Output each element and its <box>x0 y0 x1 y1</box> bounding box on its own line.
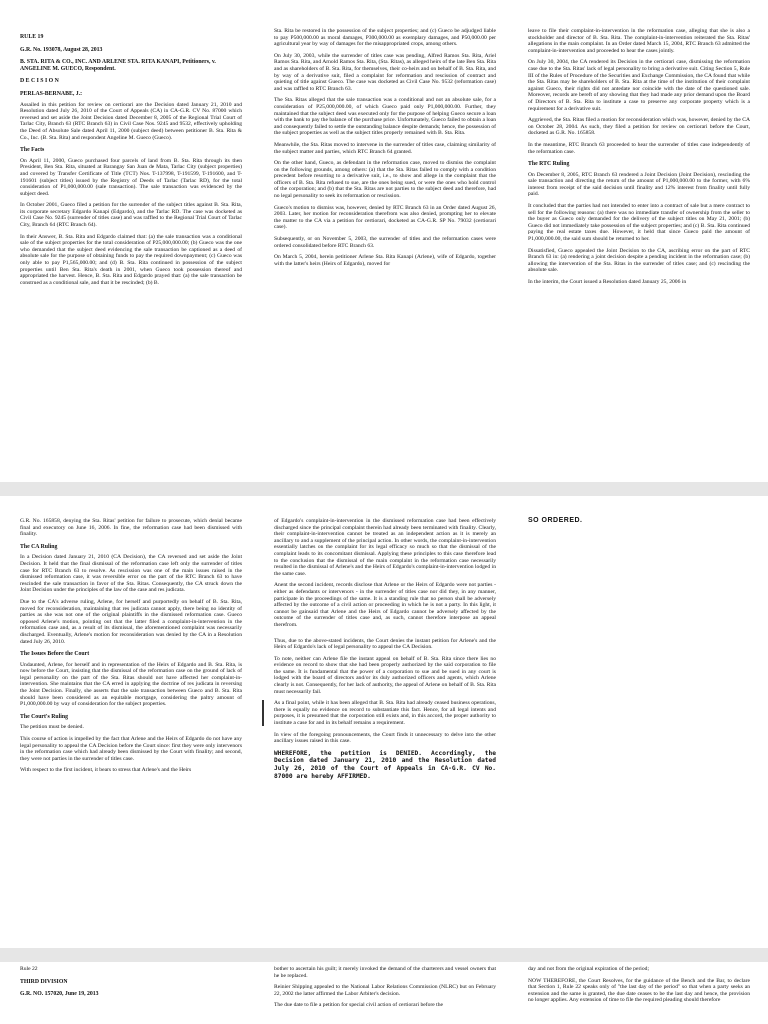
document-page-2 <box>0 496 768 948</box>
body-paragraph: leave to file their complaint-in-intervention in the reformation case, alleging that she is also a stockholder and director of B. Sta. Rita. The complaint-in-intervention reiterated the Sta. Ritas' allegations in the main complaint. In an Order dated March 15, 2004, RTC Branch 63 admitted the complaint-in-intervention and proceeded to hear the cases jointly. <box>528 28 750 54</box>
body-paragraph: On April 11, 2000, Gueco purchased four parcels of land from B. Sta. Rita through its then President, Ben Sta. Rita, situated at Barangay San Juan de Mata, Tarlac City (subject properties) and covered by Transfer Certificate of Title (TCT) Nos. T-137998, T-191599, T-191600, and T-191601 (subject titles) issued by the Registry of Deeds of Tarlac (Tarlac RD), for the total consideration of P1,000,000.00 (sale transaction). The sale transaction was evidenced by the subject deed. <box>20 157 242 197</box>
body-paragraph: On December 8, 2005, RTC Branch 63 rendered a Joint Decision (Joint Decision), rescinding the sale transaction and directing the return of the amount of P1,000,000.00 to the former, with 6% interest from receipt of the said decision until finality and 12% interest from finality until fully paid. <box>528 171 750 198</box>
body-paragraph: In the interim, the Court issued a Resolution dated January 25, 2006 in <box>528 279 687 285</box>
section-heading: THIRD DIVISION <box>20 978 68 985</box>
body-paragraph: In view of the foregoing pronouncements, the Court finds it unnecessary to delve into the other ancillary issues raised in this case. <box>274 731 496 745</box>
body-paragraph: It concluded that the parties had not intended to enter into a contract of sale but a mere contract to sell for the following reasons: (a) there was no immediate transfer of ownership from the seller to the buyer as Gueco only demanded for the delivery of the subject titles on May 21, 2001; (b) Gueco did not immediately take possession of the subject properties; and (c) B. Sta. Rita continued paying the real estate taxes due. However, it held that since Gueco paid the amount of P1,000,000.00, the said sum should be returned to her. <box>528 203 750 243</box>
body-paragraph: Due to the CA's adverse ruling, Arlene, for herself and purportedly on behalf of B. Sta. Rita, moved for reconsideration, maintaining that res judicata cannot apply, there being no identity of parties as she was not one of the original plaintiffs in the dismissed reformation case. Gueco opposed Arlene's motion, pointing out that the latter filed a complaint-in-intervention in the reformation case and, as a result of its dismissal, the aforementioned complaint was necessarily discharged. Eventually, Arlene's motion for reconsideration was denied by the CA in a Resolution dated July 26, 2010. <box>20 598 242 645</box>
page2-column-2 <box>274 518 496 785</box>
section-heading: G.R. NO. 157020, June 19, 2013 <box>20 991 99 998</box>
body-paragraph: The due date to file a petition for special civil action of certiorari before the <box>274 1002 443 1009</box>
body-paragraph: On July 30, 2003, while the surrender of titles case was pending, Alfred Ramos Sta. Rita, Ariel Ramos Sta. Rita, and Arnold Ramos Sta. Rita, (Sta. Ritas), as alleged heirs of the late Ben Sta. Rita and as shareholders of B. Sta. Rita, for themselves, their co-heirs and on behalf of B. Sta. Rita, and by way of a derivative suit, filed a complaint for reformation and rescission of contract and quieting of title against Gueco. The case was docketed as Civil Case No. 9532 (reformation case) and was raffled to RTC Branch 63. <box>274 52 496 92</box>
body-paragraph: In the meantime, RTC Branch 63 proceeded to hear the surrender of titles case independently of the reformation case. <box>528 141 750 155</box>
body-paragraph: The Sta. Ritas alleged that the sale transaction was a conditional and not an absolute sale, for a consideration of P25,000,000.00, of which Gueco paid only P1,000,000.00. Further, they maintained that the subject deed was executed only for the purpose of helping Gueco secure a loan with the bank to pay the balance of the purchase price. Unfortunately, Gueco failed to obtain a loan and consequently failed to settle the outstanding balance despite demands; hence, the possession of the subject properties as well as the subject titles properly remained with B. Sta. Rita. <box>274 97 496 137</box>
body-paragraph: On July 30, 2004, the CA rendered its Decision in the certiorari case, dismissing the reformation case due to the Sta. Ritas' lack of legal personality to bring a derivative suit. Citing Section 5, Rule III of the Rules of Procedure of the Securities and Exchange Commission, the CA found that while the Sta. Ritas may be shareholders of B. Sta. Rita at the time of the institution of their complaint against Gueco, their rights did not antedate nor coincide with the date of the questioned sale. Moreover, records are bereft of any showing that they had made any prior demand upon the Board of Directors of B. Sta. Rita to institute a case to preserve any corporate property which is a requirement for a derivative suit. <box>528 59 750 112</box>
margin-mark <box>262 700 264 726</box>
body-paragraph: On the other hand, Gueco, as defendant in the reformation case, moved to dismiss the complaint on the following grounds, among others: (a) that the Sta. Ritas failed to comply with a condition precedent before resorting to a derivative suit, i.e., to show and allege in the complaint that the officers of B. Sta. Rita refused to sue, are the ones being sued, or were the ones who hold control of the corporation; and (b) that the Sta. Ritas are not parties to the subject deed and therefore, had no legal personality to seek its reformation or rescission. <box>274 160 496 200</box>
body-paragraph: With respect to the first incident, it bears to stress that Arlene's and the Heirs <box>20 767 192 774</box>
section-heading: The RTC Ruling <box>528 161 570 168</box>
body-paragraph: In October 2001, Gueco filed a petition for the surrender of the subject titles against B. Sta. Rita, its corporate secretary Edgardo Kanapi (Edgardo), and the Tarlac RD. The case was docketed as Civil Case No. 9245 (surrender of titles case) and was raffled to the Regional Trial Court of Tarlac City, Branch 64 (RTC Branch 64). <box>20 202 242 229</box>
page2-column-3 <box>528 518 750 525</box>
body-paragraph: Subsequently, or on November 5, 2003, the surrender of titles and the reformation cases were ordered consolidated before RTC Branch 63. <box>274 236 496 249</box>
section-heading: The Facts <box>20 147 45 154</box>
section-heading: The Court's Ruling <box>20 713 68 720</box>
body-paragraph: In a Decision dated January 21, 2010 (CA Decision), the CA reversed and set aside the Joint Decision. It held that the final dismissal of the reformation case left only the surrender of titles case for RTC Branch 63 to resolve. As rescission was one of the main issues raised in the dismissed reformation case, it was reversible error on the part of the RTC Branch 63 to have rescinded the sale transaction in favor of the Sta. Ritas. Consequently, the CA struck down the Joint Decision under the principles of the law of the case and res judicata. <box>20 554 242 594</box>
page3-column-1 <box>20 966 242 1002</box>
page3-column-3 <box>528 966 750 1009</box>
body-paragraph: Sta. Rita be restored in the possession of the subject properties; and (c) Gueco be adjudged liable to pay P500,000.00 as moral damages, P300,000.00 as exemplary damages, and P50,000.00 per agricultural year by way of damages for the misappropriated crops, among others. <box>274 28 496 48</box>
section-heading: The Issues Before the Court <box>20 651 90 658</box>
body-paragraph: Rule 22 <box>20 966 38 972</box>
body-paragraph: NOW THEREFORE, the Court Resolves, for the guidance of the Bench and the Bar, to declare that Section 1, Rule 22 speaks only of "the last day of the period" so that when a party seeks an extension and the same is granted, the due date ceases to be the last day and hence, the provision no longer applies. Any extension of time to file the required pleading should therefore <box>528 977 750 1004</box>
body-paragraph: Gueco's motion to dismiss was, however, denied by RTC Branch 63 in an Order dated August 26, 2003. Later, her motion for reconsideration therefrom was also denied, prompting her to elevate the matter to the CA via a petition for certiorari, docketed as CA-G.R. SP No. 79032 (certiorari case). <box>274 204 496 231</box>
section-heading: D E C I S I O N <box>20 78 59 85</box>
section-heading: PERLAS-BERNABE, J.: <box>20 90 83 97</box>
body-paragraph: Aggrieved, the Sta. Ritas filed a motion for reconsideration which was, however, denied by the CA on October 28, 2004. As such, they filed a petition for review on certiorari before the Court, docketed as G.R. No. 165858. <box>528 117 750 137</box>
section-heading: G.R. No. 193078, August 28, 2013 <box>20 46 103 53</box>
body-paragraph: To note, neither can Arlene file the instant appeal on behalf of B. Sta. Rita since there lies no evidence on record to show that she had been properly authorized by the said corporation to file the same. It is fundamental that the power of a corporation to sue and be sued in any court is lodged with the board of directors and/or its duly authorized officers and agents, which Arlene clearly is not. Consequently, for her lack of authority, the appeal of Arlene on behalf of B. Sta. Rita must necessarily fail. <box>274 655 496 695</box>
body-paragraph: Dissatisfied, Gueco appealed the Joint Decision to the CA, ascribing error on the part of RTC Branch 63 in: (a) rendering a joint decision despite a pending incident in the reformation case; (b) allowing the intervention of the Sta. Ritas in the surrender of titles case; and (c) rescinding the absolute sale. <box>528 247 750 274</box>
body-paragraph: of Edgardo's complaint-in-intervention in the dismissed reformation case had been effectively discharged since the principal complaint therein had already been terminated with finality. Clearly, their complaint-in-intervention cannot be treated as an independent action as it is merely an ancillary to and a supplement of the principal action. In other words, the complaint-in-intervention essentially latches on the complaint for its legal efficacy so much so that the dismissal of the complaint leads to its concomitant dismissal. Applying these principles to this case therefore lead to the conclusion that the dismissal of the main complaint in the reformation case necessarily resulted in the dismissal of Arlene's and the Heirs of Edgardo's complaint-in-intervention lodged in the same case. <box>274 518 496 577</box>
page2-column-1 <box>20 518 242 779</box>
body-paragraph: On March 5, 2004, herein petitioner Arlene Sta. Rita Kanapi (Arlene), wife of Edgardo, together with the latter's heirs (Heirs of Edgardo), moved for <box>274 254 496 267</box>
dispositive-paragraph: WHEREFORE, the petition is DENIED. Accordingly, the Decision dated January 21, 2010 and the Resolution dated July 26, 2010 of the Court of Appeals in CA-G.R. CV No. 87000 are hereby AFFIRMED. <box>274 749 496 780</box>
page1-column-1 <box>20 28 242 291</box>
body-paragraph: Assailed in this petition for review on certiorari are the Decision dated January 21, 2010 and Resolution dated July 26, 2010 of the Court of Appeals (CA) in CA-G.R. CV No. 87000 which reversed and set aside the Joint Decision dated December 8, 2005 of the Regional Trial Court of Tarlac City, Branch 63 (RTC Branch 63) in Civil Case Nos. 9245 and 9532, effectively upholding the Deed of Absolute Sale dated April 11, 2000 (subject deed) between petitioner B. Sta. Rita & Co., Inc. (B. Sta. Rita) and respondent Angeline M. Gueco (Gueco). <box>20 101 242 141</box>
page1-column-2 <box>274 28 496 272</box>
body-paragraph: As a final point, while it has been alleged that B. Sta. Rita had already ceased business operations, there is equally no evidence on record to substantiate this fact. Hence, for all legal intents and purposes, it is presumed that the corporation still exists and, in this accord, the proper authority to institute a case for and in its behalf remains a requirement. <box>274 700 496 727</box>
document-page-1 <box>0 0 768 482</box>
body-paragraph: bother to ascertain his guilt; it merely invoked the demand of the charterers and vessel owners that he be replaced. <box>274 966 496 979</box>
body-paragraph: G.R. No. 165858, denying the Sta. Ritas' petition for failure to prosecute, which denial became final and executory on June 16, 2006. In fine, the reformation case had been dismissed with finality. <box>20 518 242 538</box>
so-ordered-heading: SO ORDERED. <box>528 517 583 524</box>
body-paragraph: Reinier Shipping appealed to the National Labor Relations Commission (NLRC) but on February 22, 2002 the latter affirmed the Labor Arbiter's decision. <box>274 984 496 997</box>
section-heading: RULE 19 <box>20 34 44 40</box>
body-paragraph: Anent the second incident, records disclose that Arlene or the Heirs of Edgardo were not parties - either as defendants or intervenors - in the surrender of titles case nor did they, in any manner, participate in the proceedings of the same. It is a standing rule that no person shall be adversely affected by the outcome of a civil action or proceeding in which he is not a party. In this light, it cannot be gainsaid that Arlene and the Heirs of Edgardo cannot be adversely affected by the outcome of the surrender of titles case and, as such, cannot therefore interpose an appeal therefrom. <box>274 582 496 628</box>
page-separator <box>0 482 768 496</box>
page1-column-3 <box>528 28 750 291</box>
body-paragraph: In their Answer, B. Sta. Rita and Edgardo claimed that: (a) the sale transaction was a conditional sale of the subject properties for the total consideration of P25,000,000.00; (b) Gueco was the one who demanded that the subject deed evidencing the sale transaction be captioned as a deed of absolute sale for the purpose of obtaining funds to pay the required downpayment; (c) Gueco was only able to pay P1,565,000.00; and (d) B. Sta. Rita continued in possession of the subject properties until Ben Sta. Rita's death in 2001, when Gueco took possession thereof and appropriated the harvest. Hence, B. Sta. Rita and Edgardo prayed that: (a) the sale transaction be construed as a conditional sale, and that it be rescinded; (b) B. <box>20 233 242 286</box>
body-paragraph: This course of action is impelled by the fact that Arlene and the Heirs of Edgardo do not have any legal personality to appeal the CA Decision before the Court since: first they were only intervenors in the reformation case which had already been dismissed by the Court with finality; and second, they were not parties in the surrender of titles case. <box>20 736 242 762</box>
body-paragraph: Undaunted, Arlene, for herself and in representation of the Heirs of Edgardo and B. Sta. Rita, is now before the Court, insisting that the dismissal of the reformation case on the ground of lack of legal personality on the part of the Sta. Ritas should not have affected her complaint-in-intervention. She maintains that the CA erred in applying the doctrine of res judicata in reversing the Joint Decision. Finally, she asserts that the sale transaction between Gueco and B. Sta. Rita should have been considered as an equitable mortgage, considering the paltry amount of P1,000,000.00 by way of consideration for the subject properties. <box>20 661 242 708</box>
page-separator <box>0 948 768 962</box>
body-paragraph: The petition must be denied. <box>20 724 84 731</box>
page3-column-2 <box>274 966 496 1014</box>
section-heading: The CA Ruling <box>20 543 58 550</box>
document-page-3 <box>0 962 768 1024</box>
body-paragraph: Meanwhile, the Sta. Ritas moved to intervene in the surrender of titles case, claiming similarity of the subject matter and parties, which RTC Branch 64 granted. <box>274 141 496 155</box>
body-paragraph: Thus, due to the above-stated incidents, the Court denies the instant petition for Arlene's and the Heirs of Edgardo's lack of legal personality to appeal the CA Decision. <box>274 637 496 651</box>
body-paragraph: day and not from the original expiration of the period; <box>528 966 650 972</box>
section-heading: B. STA. RITA & CO., INC. AND ARLENE STA. RITA KANAPI, Petitioners, v. ANGELINE M. GUECO, Respondent. <box>20 59 216 72</box>
